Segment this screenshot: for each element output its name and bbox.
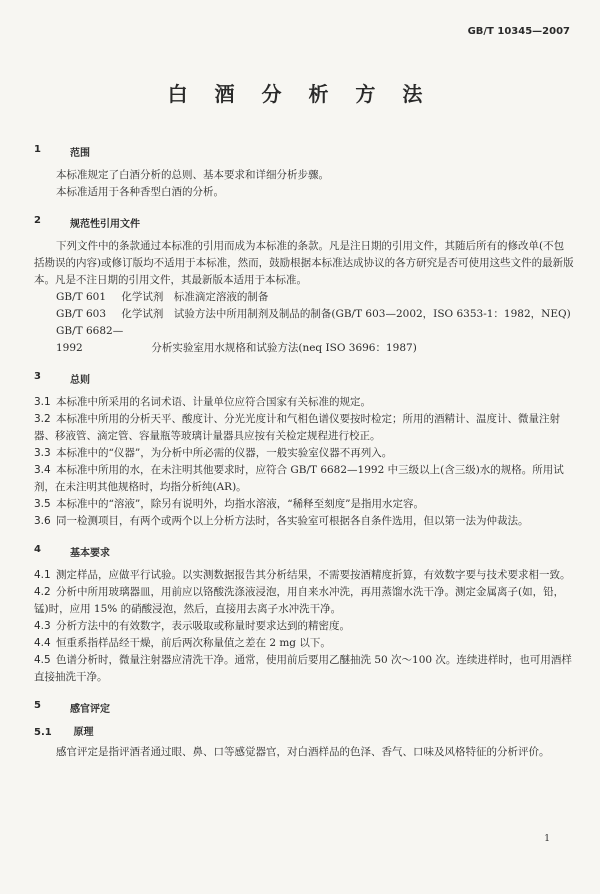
clause (34, 462, 574, 496)
paragraph: 本标准适用于各种香型白酒的分析。 (56, 186, 224, 198)
clause (34, 584, 574, 618)
reference-code: GB/T 601 (56, 291, 107, 303)
section-number: 5 (34, 700, 41, 711)
section-title: 规范性引用文件 (70, 219, 140, 230)
reference-title: 化学试剂 标准滴定溶液的制备 (121, 291, 269, 303)
section-number: 1 (34, 144, 41, 155)
clause-number: 4.1 (34, 569, 51, 581)
clause-number: 4.3 (34, 620, 51, 632)
section-heading (34, 544, 574, 559)
clause (34, 496, 574, 513)
clause-text: 本标准中的“仪器”，为分析中所必需的仪器，一般实验室仪器不再列入。 (56, 447, 393, 459)
section-number: 2 (34, 215, 41, 226)
clause (34, 567, 574, 584)
clause-text: 分析方法中的有效数字，表示吸取或称量时要求达到的精密度。 (56, 620, 350, 632)
clause-text: 色谱分析时，微量注射器应清洗干净。通常，使用前后要用乙醚抽洗 50 次～100 次。连续进样时，也可用酒样直接抽洗干净。 (34, 654, 572, 683)
section-title: 总则 (70, 375, 90, 386)
clause-number: 3.6 (34, 515, 51, 527)
reference-entry (34, 306, 574, 323)
reference-entry (34, 289, 574, 306)
reference-code: GB/T 603 (56, 308, 107, 320)
section-title: 基本要求 (70, 548, 110, 559)
clause-text: 分析中所用玻璃器皿，用前应以铬酸洗涤液浸泡，用自来水冲洗，再用蒸馏水洗干净。测定金属离子(如，铅，锰)时，应用 15% 的硝酸浸泡，然后，直接用去离子水冲洗干净。 (34, 586, 565, 615)
paragraph: 下列文件中的条款通过本标准的引用而成为本标准的条款。凡是注日期的引用文件，其随后所有的修改单(不包括勘误的内容)或修订版均不适用于本标准，然而，鼓励根据本标准达成协议的各方研究是否可使用这些文件的最新版本。凡是不注日期的引用文件，其最新版本适用于本标准。 (34, 240, 574, 286)
document-title: 白 酒 分 析 方 法 (167, 82, 433, 106)
section-number: 3 (34, 371, 41, 382)
clause-number: 4.4 (34, 637, 51, 649)
clause-text: 本标准中所采用的名词术语、计量单位应符合国家有关标准的规定。 (56, 396, 371, 408)
clause-text: 本标准中的“溶液”，除另有说明外，均指水溶液，“稀释至刻度”是指用水定容。 (56, 498, 424, 510)
clause (34, 513, 574, 530)
section-number: 4 (34, 544, 41, 555)
clause-number: 4.2 (34, 586, 51, 598)
clause-text: 本标准中所用的水，在未注明其他要求时，应符合 GB/T 6682—1992 中三级以上(含三级)水的规格。所用试剂，在未注明其他规格时，均指分析纯(AR)。 (34, 464, 564, 493)
clause (34, 394, 574, 411)
page-number: 1 (544, 834, 550, 844)
reference-entry (34, 323, 574, 357)
clause-number: 3.4 (34, 464, 51, 476)
clause-text: 同一检测项目，有两个或两个以上分析方法时，各实验室可根据各自条件选用，但以第一法为仲裁法。 (56, 515, 529, 527)
reference-title: 分析实验室用水规格和试验方法(neq ISO 3696：1987) (151, 342, 417, 354)
clause-text: 本标准中所用的分析天平、酸度计、分光光度计和气相色谱仪要按时检定；所用的酒精计、温度计、微量注射器、移液管、滴定管、容量瓶等玻璃计量器具应按有关检定规程进行校正。 (34, 413, 560, 442)
standard-code: GB/T 10345—2007 (467, 26, 570, 37)
paragraph: 感官评定是指评酒者通过眼、鼻、口等感觉器官，对白酒样品的色泽、香气、口味及风格特征的分析评价。 (56, 746, 550, 758)
subsection-heading (34, 723, 574, 738)
clause (34, 411, 574, 445)
clause-number: 3.1 (34, 396, 51, 408)
subsection-title: 原理 (73, 727, 94, 738)
clause (34, 445, 574, 462)
section-title: 感官评定 (70, 704, 110, 715)
clause-number: 4.5 (34, 654, 51, 666)
clause (34, 652, 574, 686)
reference-title: 化学试剂 试验方法中所用制剂及制品的制备(GB/T 603—2002，ISO 6353-1：1982，NEQ) (121, 308, 571, 320)
section-heading (34, 215, 574, 230)
section-heading (34, 700, 574, 715)
clause-text: 测定样品，应做平行试验。以实测数据报告其分析结果，不需要按酒精度折算，有效数字要与技术要求相一致。 (56, 569, 571, 581)
subsection-number: 5.1 (34, 727, 52, 738)
section-heading (34, 371, 574, 386)
paragraph: 本标准规定了白酒分析的总则、基本要求和详细分析步骤。 (56, 169, 329, 181)
clause (34, 618, 574, 635)
section-title: 范围 (70, 148, 90, 159)
clause-number: 3.5 (34, 498, 51, 510)
reference-code: GB/T 6682—1992 (56, 325, 124, 354)
document-body (34, 130, 574, 761)
clause-text: 恒重系指样品经干燥，前后两次称量值之差在 2 mg 以下。 (56, 637, 331, 649)
section-heading (34, 144, 574, 159)
clause-number: 3.2 (34, 413, 51, 425)
clause-number: 3.3 (34, 447, 51, 459)
clause (34, 635, 574, 652)
